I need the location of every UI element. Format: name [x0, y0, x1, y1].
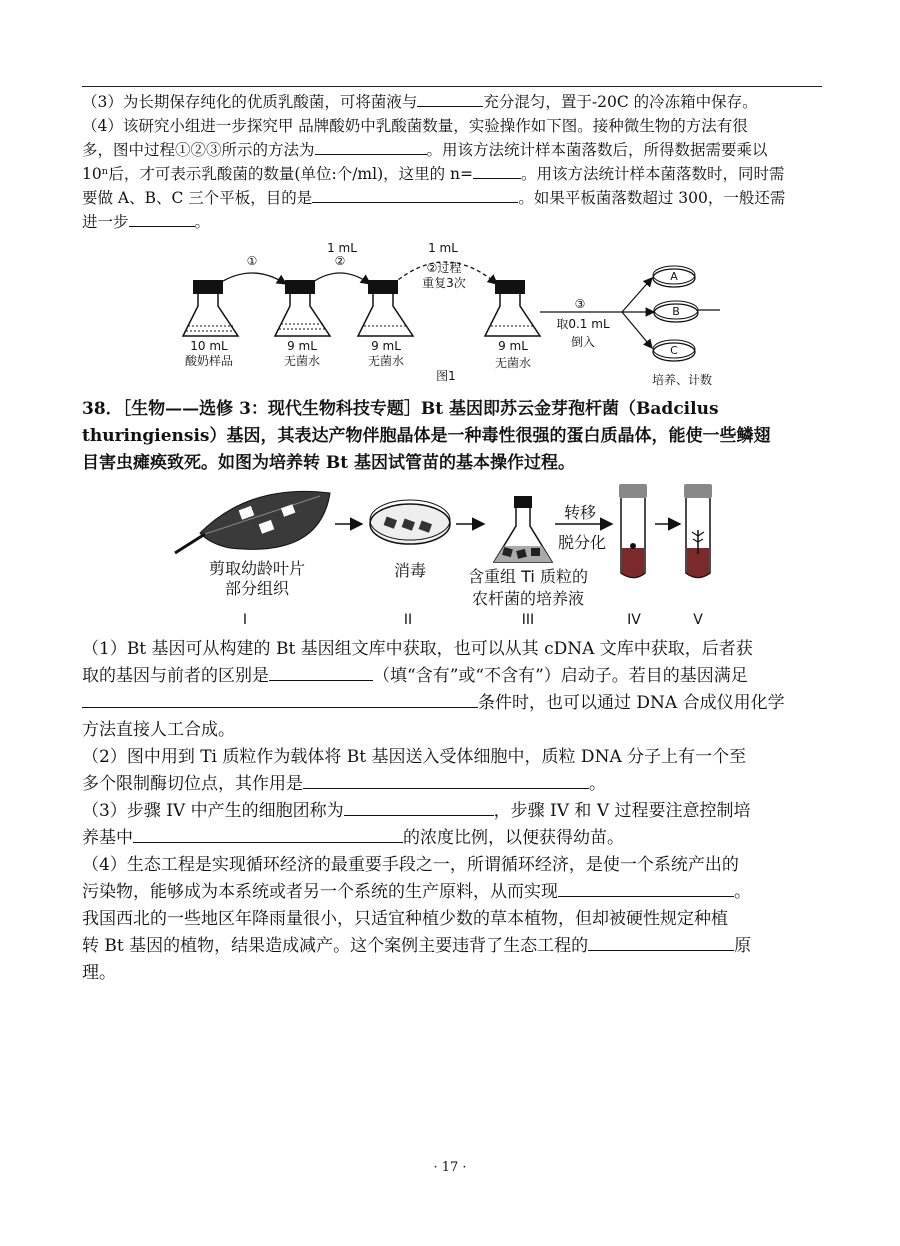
label-flask1-volume: 10 mL [190, 339, 228, 353]
answer-blank[interactable] [133, 828, 403, 843]
answer-blank[interactable] [558, 882, 734, 897]
label-culture-count: 培养、计数 [651, 373, 713, 387]
answer-blank[interactable] [82, 693, 478, 708]
answer-blank[interactable] [417, 92, 483, 107]
label-repeat-text2: 重复3次 [422, 276, 466, 290]
answer-blank[interactable] [303, 774, 589, 789]
q38-p3-line2: 养基中 的浓度比例，以便获得幼苗。 [82, 828, 624, 848]
label-flask-line1: 含重组 Ti 质粒的 [468, 567, 588, 586]
leaf-illustration [175, 491, 330, 553]
q38-p1-line2: 取的基因与前者的区别是 （填“含有”或“不含有”）启动子。若目的基因满足 [82, 666, 748, 686]
label-flask4-volume: 9 mL [498, 339, 528, 353]
test-tube-iv [619, 484, 647, 578]
top-rule [82, 86, 822, 87]
answer-blank[interactable] [315, 140, 427, 155]
q38-questions [82, 636, 824, 987]
label-repeat-text1: ②过程 [426, 261, 462, 275]
q37-p4-line2: 多，图中过程①②③所示的方法为 。用该方法统计样本菌落数后，所得数据需要乘以 [82, 141, 768, 159]
test-tube-v [684, 484, 712, 578]
label-plate-a: A [670, 270, 678, 283]
label-step-ii: II [403, 612, 413, 628]
q38-p1-line4: 方法直接人工合成。 [82, 720, 235, 740]
label-plate-c: C [670, 344, 678, 357]
culture-flask [494, 496, 552, 562]
q38-intro-line1: 38．［生物——选修 3：现代生物科技专题］Bt 基因即苏云金芽孢杆菌（Badcilus [82, 399, 719, 419]
arrow-step1 [218, 273, 286, 284]
label-step-v: V [693, 612, 703, 628]
q38-p1-line3: 条件时，也可以通过 DNA 合成仪用化学 [82, 690, 824, 717]
label-step-iii: III [521, 612, 535, 628]
q37-p4-line4: 要做 A、B、C 三个平板，目的是 。如果平板菌落数超过 300，一般还需 [82, 189, 786, 207]
petri-dish [370, 500, 450, 544]
q38-p1-line1: （1）Bt 基因可从构建的 Bt 基因组文库中获取，也可以从其 cDNA 文库中获取，后者获 [82, 639, 753, 659]
label-flask2-volume: 9 mL [287, 339, 317, 353]
q38-p4-line5: 理。 [82, 963, 116, 983]
q37-p4-line1: （4）该研究小组进一步探究甲 品牌酸奶中乳酸菌数量，实验操作如下图。接种微生物的方法有很 [82, 117, 748, 135]
answer-blank[interactable] [129, 212, 195, 227]
q37-p4-line5: 进一步 。 [82, 213, 211, 231]
page-number: · 17 · [433, 1160, 467, 1175]
label-flask3-volume: 9 mL [371, 339, 401, 353]
label-leaf-line2: 部分组织 [224, 579, 290, 598]
q38-intro-line2: thuringiensis）基因，其表达产物伴胞晶体是一种毒性很强的蛋白质晶体，能使一些鳞翅 [82, 426, 771, 446]
label-step-iv: IV [627, 612, 641, 628]
flask-3 [358, 280, 413, 336]
figure-1-caption: 图1 [436, 369, 456, 383]
label-flask3-name: 无菌水 [367, 354, 405, 368]
label-step1: ① [246, 254, 258, 268]
q37-p4-line3: 10ⁿ后，才可表示乳酸菌的数量(单位:个/ml)，这里的 n= 。用该方法统计样本菌落数时，同时需 [82, 165, 785, 183]
q37-p3: （3）为长期保存纯化的优质乳酸菌，可将菌液与 充分混匀，置于-20C 的冷冻箱中保存。 [82, 93, 758, 111]
figure-2-tissue-culture [0, 478, 900, 630]
label-step3-text2: 倒入 [570, 335, 596, 349]
label-dedifferentiation: 脱分化 [557, 533, 607, 552]
q38-intro-line3: 目害虫瘫痪致死。如图为培养转 Bt 基因试管苗的基本操作过程。 [82, 453, 576, 473]
label-flask-line2: 农杆菌的培养液 [471, 589, 585, 608]
answer-blank[interactable] [269, 666, 373, 681]
q38-p4-line2: 污染物，能够成为本系统或者另一个系统的生产原料，从而实现 。 [82, 882, 751, 902]
flask-1 [183, 280, 238, 336]
q38-p2-line1: （2）图中用到 Ti 质粒作为载体将 Bt 基因送入受体细胞中，质粒 DNA 分子上有一个至 [82, 747, 747, 767]
figure-1-dilution-diagram [0, 240, 900, 395]
label-flask4-name: 无菌水 [494, 356, 532, 370]
label-repeat-volume: 1 mL [428, 241, 458, 255]
label-disinfect: 消毒 [393, 561, 427, 580]
flask-2 [275, 280, 330, 336]
label-step2-volume: 1 mL [327, 241, 357, 255]
answer-blank[interactable] [473, 164, 521, 179]
arrow-step2 [310, 273, 370, 284]
answer-blank[interactable] [588, 936, 734, 951]
label-flask2-name: 无菌水 [283, 354, 321, 368]
label-transfer: 转移 [563, 503, 597, 522]
label-flask1-name: 酸奶样品 [184, 354, 234, 368]
label-step-i: I [242, 612, 248, 628]
label-plate-b: B [672, 305, 680, 318]
answer-blank[interactable] [344, 801, 494, 816]
label-leaf-line1: 剪取幼龄叶片 [208, 559, 306, 578]
q38-intro [82, 396, 824, 477]
flask-4 [485, 280, 540, 336]
q38-p3-line1: （3）步骤 IV 中产生的细胞团称为 ，步骤 IV 和 V 过程要注意控制培 [82, 801, 751, 821]
q38-p4-line3: 我国西北的一些地区年降雨量很小，只适宜种植少数的草本植物，但却被硬性规定种植 [82, 909, 728, 929]
q38-p2-line2: 多个限制酶切位点，其作用是 。 [82, 774, 606, 794]
label-step3: ③ [574, 297, 586, 311]
q38-p4-line1: （4）生态工程是实现循环经济的最重要手段之一，所谓循环经济，是使一个系统产出的 [82, 855, 739, 875]
answer-blank[interactable] [312, 188, 518, 203]
q38-p4-line4: 转 Bt 基因的植物，结果造成减产。这个案例主要违背了生态工程的 原 [82, 936, 752, 956]
label-step3-text1: 取0.1 mL [556, 317, 610, 331]
label-step2: ② [334, 254, 346, 268]
q37-section [82, 90, 824, 234]
